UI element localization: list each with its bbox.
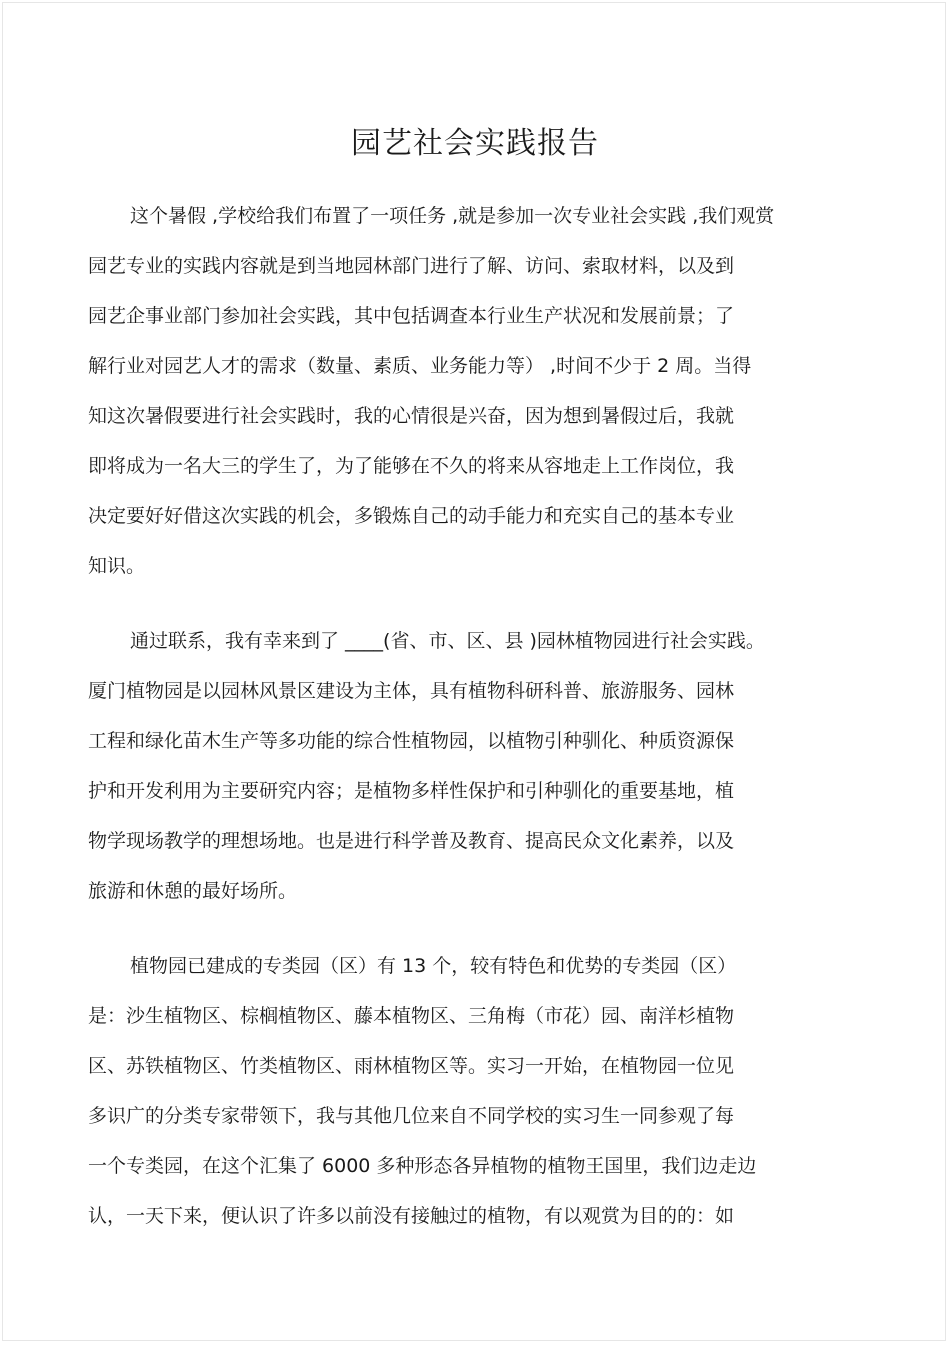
paragraph-line: 物学现场教学的理想场地。也是进行科学普及教育、提高民众文化素养，以及 (88, 830, 735, 852)
document-title: 园艺社会实践报告 (351, 126, 599, 161)
paragraph-line: 区、苏铁植物区、竹类植物区、雨林植物区等。实习一开始，在植物园一位见 (88, 1055, 735, 1077)
paragraph-line: 知识。 (88, 555, 146, 577)
paragraph-line: 即将成为一名大三的学生了，为了能够在不久的将来从容地走上工作岗位，我 (88, 455, 735, 477)
paragraph-line: 这个暑假 ,学校给我们布置了一项任务 ,就是参加一次专业社会实践 ,我们观赏 (130, 205, 775, 227)
paragraph-line: 决定要好好借这次实践的机会，多锻炼自己的动手能力和充实自己的基本专业 (88, 505, 735, 527)
paragraph-line: 一个专类园，在这个汇集了 6000 多种形态各异植物的植物王国里，我们边走边 (88, 1155, 757, 1177)
paragraph-line: 是：沙生植物区、棕榈植物区、藤本植物区、三角梅（市花）园、南洋杉植物 (88, 1005, 735, 1027)
paragraph-line: 解行业对园艺人才的需求（数量、素质、业务能力等） ,时间不少于 2 周。当得 (88, 355, 752, 377)
paragraph-line: 多识广的分类专家带领下，我与其他几位来自不同学校的实习生一同参观了每 (88, 1105, 735, 1127)
paragraph-line: 植物园已建成的专类园（区）有 13 个，较有特色和优势的专类园（区） (130, 955, 737, 977)
paragraph-line: 知这次暑假要进行社会实践时，我的心情很是兴奋，因为想到暑假过后，我就 (88, 405, 735, 427)
paragraph-line: 护和开发利用为主要研究内容；是植物多样性保护和引种驯化的重要基地，植 (88, 780, 735, 802)
paragraph-line: 园艺企事业部门参加社会实践，其中包括调查本行业生产状况和发展前景；了 (88, 305, 735, 327)
paragraph-line: 旅游和休憩的最好场所。 (88, 880, 298, 902)
paragraph-line: 通过联系，我有幸来到了 ____(省、市、区、县 )园林植物园进行社会实践。 (130, 630, 765, 652)
paragraph-line: 认，一天下来，便认识了许多以前没有接触过的植物，有以观赏为目的的：如 (88, 1205, 735, 1227)
paragraph-line: 厦门植物园是以园林风景区建设为主体，具有植物科研科普、旅游服务、园林 (88, 680, 735, 702)
paragraph-line: 园艺专业的实践内容就是到当地园林部门进行了解、访问、索取材料，以及到 (88, 255, 735, 277)
paragraph-line: 工程和绿化苗木生产等多功能的综合性植物园，以植物引种驯化、种质资源保 (88, 730, 735, 752)
